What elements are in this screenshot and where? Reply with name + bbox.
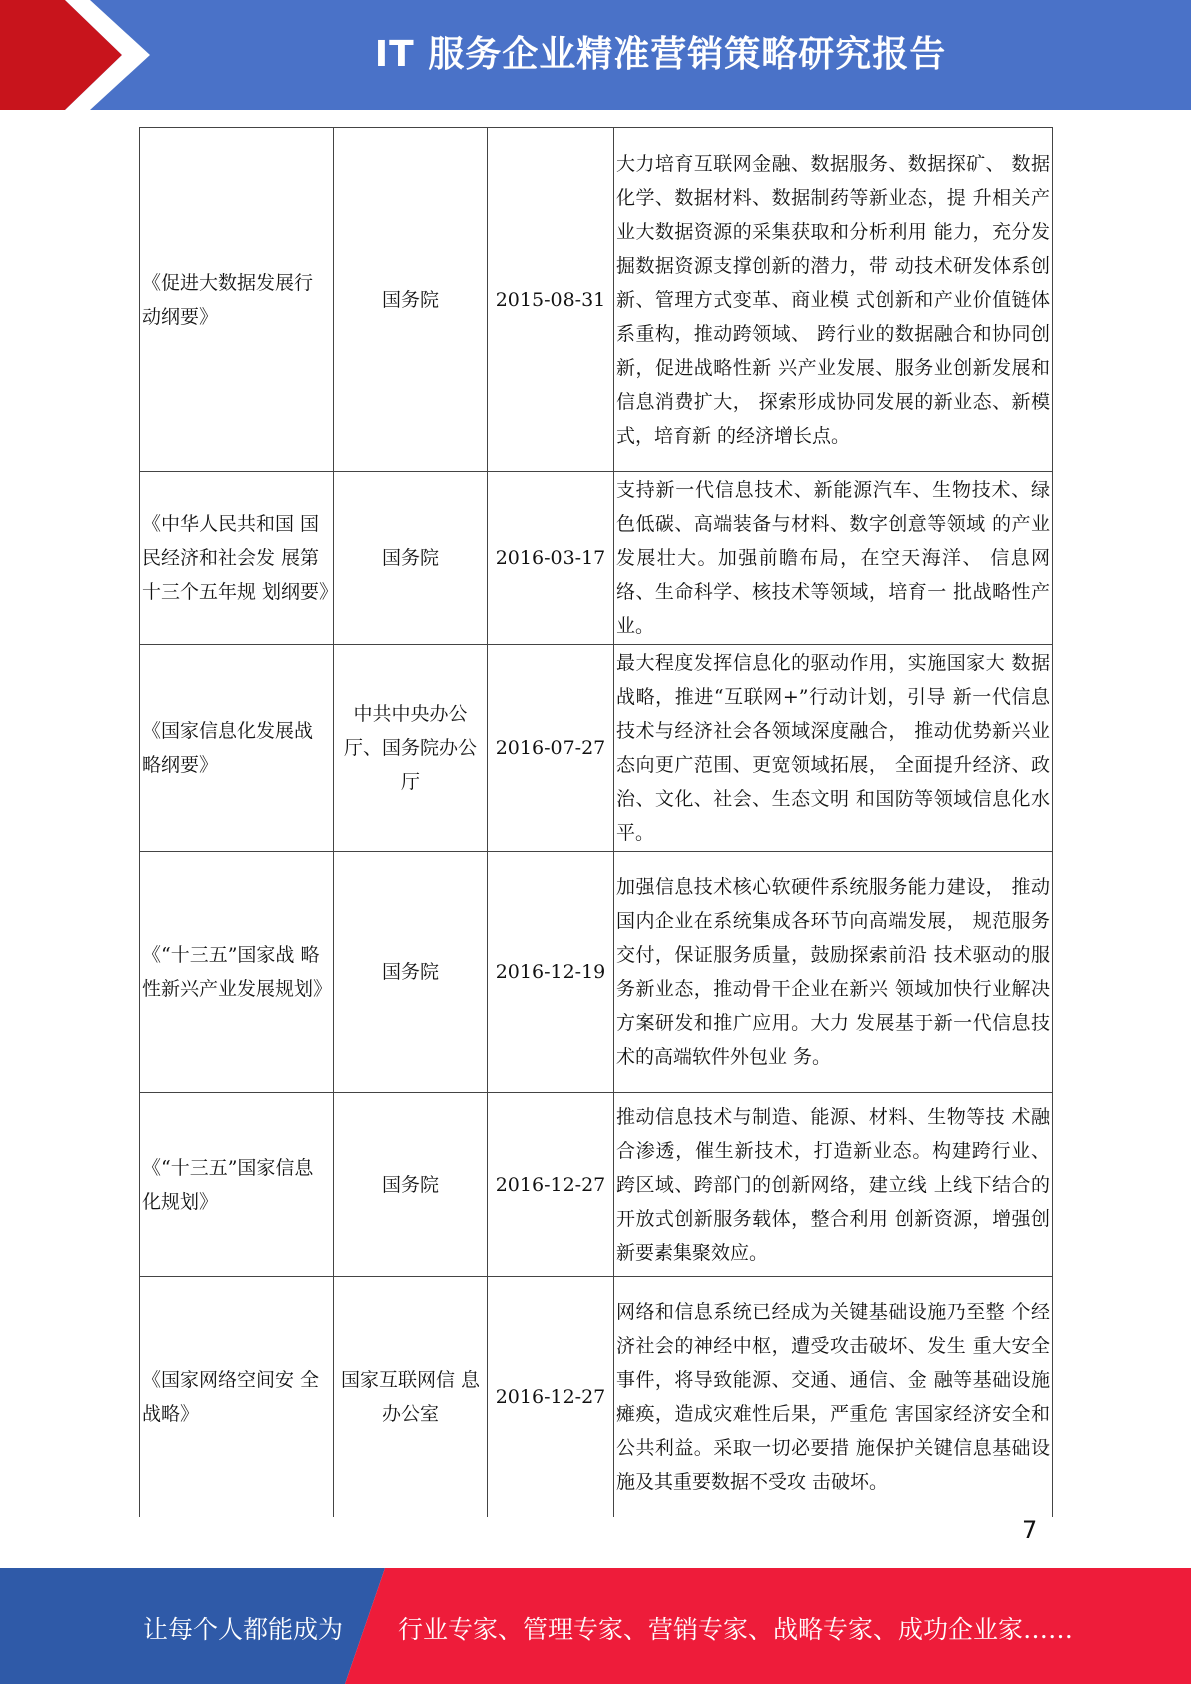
policy-name: 《国家信息化发展战略纲要》 <box>140 645 334 852</box>
table-row <box>140 852 1053 1093</box>
policy-issuer: 国务院 <box>334 1093 488 1277</box>
policy-name: 《促进大数据发展行动纲要》 <box>140 128 334 472</box>
policy-name: 《国家网络空间安 全战略》 <box>140 1277 334 1517</box>
table-row <box>140 1277 1053 1517</box>
table-row <box>140 472 1053 645</box>
report-title: IT 服务企业精准营销策略研究报告 <box>374 34 947 75</box>
policy-issuer: 国务院 <box>334 128 488 472</box>
policy-name: 《“十三五”国家战 略性新兴产业发展规划》 <box>140 852 334 1093</box>
page-footer <box>0 1568 1191 1684</box>
policy-table <box>139 127 1053 1517</box>
policy-content: 支持新一代信息技术、新能源汽车、生物技术、绿色低碳、高端装备与材料、数字创意等领域 的产业发展壮大。加强前瞻布局，在空天海洋、 信息网络、生命科学、核技术等领域，培育一 批战略性产业。 <box>614 472 1053 645</box>
policy-content: 最大程度发挥信息化的驱动作用，实施国家大 数据战略，推进“互联网+”行动计划，引导 新一代信息技术与经济社会各领域深度融合， 推动优势新兴业态向更广范围、更宽领域拓展， 全面提升经济、政治、文化、社会、生态文明 和国防等领域信息化水平。 <box>614 645 1053 852</box>
policy-issuer: 国务院 <box>334 852 488 1093</box>
page-header <box>0 0 1191 110</box>
policy-content: 加强信息技术核心软硬件系统服务能力建设， 推动国内企业在系统集成各环节向高端发展， 规范服务交付，保证服务质量，鼓励探索前沿 技术驱动的服务新业态，推动骨干企业在新兴 领域加快行业解决方案研发和推广应用。大力 发展基于新一代信息技术的高端软件外包业 务。 <box>614 852 1053 1093</box>
policy-date: 2016-07-27 <box>488 645 614 852</box>
policy-content: 网络和信息系统已经成为关键基础设施乃至整 个经济社会的神经中枢，遭受攻击破坏、发生 重大安全事件，将导致能源、交通、通信、金 融等基础设施瘫痪，造成灾难性后果，严重危 害国家经济安全和公共利益。采取一切必要措 施保护关键信息基础设施及其重要数据不受攻 击破坏。 <box>614 1277 1053 1517</box>
page-number: 7 <box>1022 1516 1038 1544</box>
policy-date: 2016-03-17 <box>488 472 614 645</box>
table-row <box>140 645 1053 852</box>
policy-date: 2015-08-31 <box>488 128 614 472</box>
policy-date: 2016-12-19 <box>488 852 614 1093</box>
footer-slogan-right: 行业专家、管理专家、营销专家、战略专家、成功企业家…… <box>398 1615 1074 1644</box>
policy-date: 2016-12-27 <box>488 1277 614 1517</box>
policy-date: 2016-12-27 <box>488 1093 614 1277</box>
policy-name: 《中华人民共和国 国民经济和社会发 展第十三个五年规 划纲要》 <box>140 472 334 645</box>
footer-slogan-left: 让每个人都能成为 <box>143 1615 344 1644</box>
policy-issuer: 中共中央办公厅、国务院办公厅 <box>334 645 488 852</box>
policy-content: 推动信息技术与制造、能源、材料、生物等技 术融合渗透，催生新技术，打造新业态。构建跨行业、跨区域、跨部门的创新网络，建立线 上线下结合的开放式创新服务载体，整合利用 创新资源，增强创新要素集聚效应。 <box>614 1093 1053 1277</box>
policy-issuer: 国务院 <box>334 472 488 645</box>
policy-content: 大力培育互联网金融、数据服务、数据探矿、 数据化学、数据材料、数据制药等新业态，提 升相关产业大数据资源的采集获取和分析利用 能力，充分发掘数据资源支撑创新的潜力，带 动技术研发体系创新、管理方式变革、商业模 式创新和产业价值链体系重构，推动跨领域、 跨行业的数据融合和协同创新，促进战略性新 兴产业发展、服务业创新发展和信息消费扩大， 探索形成协同发展的新业态、新模式，培育新 的经济增长点。 <box>614 128 1053 472</box>
table-row <box>140 128 1053 472</box>
policy-issuer: 国家互联网信 息办公室 <box>334 1277 488 1517</box>
policy-name: 《“十三五”国家信息化规划》 <box>140 1093 334 1277</box>
table-row <box>140 1093 1053 1277</box>
